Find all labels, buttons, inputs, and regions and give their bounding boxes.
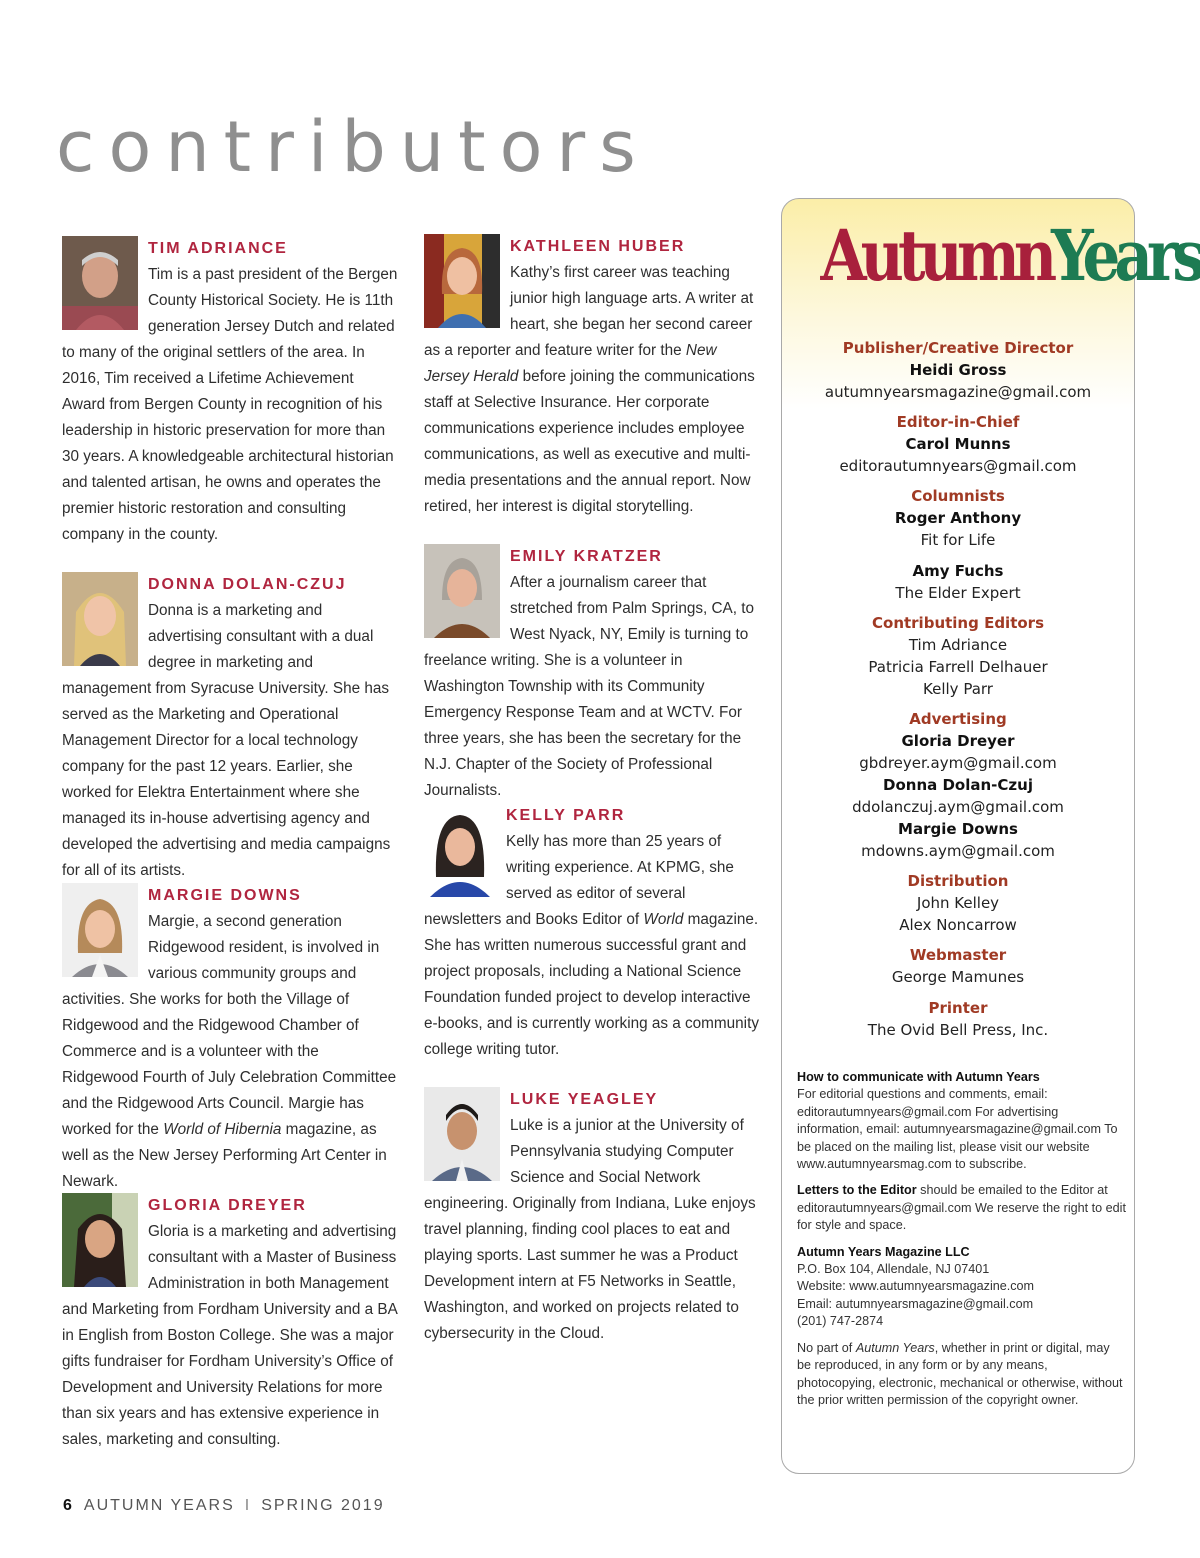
masthead-person: George Mamunes <box>891 968 1025 986</box>
how-to-communicate <box>797 1069 1127 1173</box>
contributor-kelly-parr <box>424 803 760 1063</box>
masthead-person: Amy Fuchs <box>912 562 1004 580</box>
masthead-person: Heidi Gross <box>909 361 1007 379</box>
contributor-bio: Donna is a marketing and advertising consultant with a dual degree in marketing and management from Syracuse University. She has served as the Marketing and Operational Management Director for a local technology company for the past 12 years. Earlier, she worked for Elektra Entertainment where she managed its in-house advertising agency and developed the advertising and media campaigns for all of its artists. <box>62 602 391 879</box>
masthead-person: Tim Adriance <box>908 636 1008 654</box>
masthead-person: Gloria Dreyer <box>901 732 1015 750</box>
masthead-role: Webmaster <box>909 946 1007 964</box>
contributor-name: GLORIA DREYER <box>148 1197 307 1214</box>
masthead-email: ddolanczuj.aym@gmail.com <box>852 798 1064 816</box>
masthead-person: John Kelley <box>916 894 1000 912</box>
portrait-photo <box>62 883 138 977</box>
company-address: P.O. Box 104, Allendale, NJ 07401 <box>797 1262 990 1277</box>
contributor-name: KELLY PARR <box>506 807 626 824</box>
masthead-role: Printer <box>928 999 988 1017</box>
letters-to-editor <box>797 1182 1127 1234</box>
contributor-name: EMILY KRATZER <box>510 548 663 565</box>
contributor-name: LUKE YEAGLEY <box>510 1091 659 1108</box>
contributor-name: DONNA DOLAN-CZUJ <box>148 576 347 593</box>
company-email: Email: autumnyearsmagazine@gmail.com <box>797 1296 1034 1311</box>
page-title: contributors <box>56 106 650 188</box>
portrait-photo <box>424 234 500 328</box>
portrait-photo <box>62 572 138 666</box>
masthead-email: editorautumnyears@gmail.com <box>839 457 1077 475</box>
contributor-emily-kratzer <box>424 544 760 804</box>
portrait-photo <box>424 544 500 638</box>
masthead-person: The Ovid Bell Press, Inc. <box>867 1021 1049 1039</box>
contributor-name: KATHLEEN HUBER <box>510 238 686 255</box>
masthead-column: Fit for Life <box>920 531 996 549</box>
info-heading: Autumn Years Magazine LLC <box>797 1244 970 1259</box>
contributor-bio: Margie, a second generation Ridgewood resident, is involved in various community groups and activities. She works for both the Village of Ridgewood and the Ridgewood Chamber of Commerce and is a volunteer with the Ridgewood Fourth of July Celebration Committee and the Ridgewood Arts Council. Margie has worked for the World of Hibernia magazine, as well as the New Jersey Performing Art Center in Newark. <box>62 913 397 1190</box>
masthead-person: Donna Dolan-Czuj <box>883 776 1033 794</box>
contributor-bio: Gloria is a marketing and advertising consultant with a Master of Business Administration in both Management and Marketing from Fordham University and a BA in English from Boston College. She was a major gifts fundraiser for Fordham University’s Office of Development and University Relations for more than six years and has extensive experience in sales, marketing and consulting. <box>62 1223 397 1448</box>
masthead-column: The Elder Expert <box>895 584 1021 602</box>
masthead-person: Margie Downs <box>898 820 1018 838</box>
masthead-list <box>782 337 1134 1041</box>
masthead-person: Alex Noncarrow <box>899 916 1017 934</box>
portrait-photo <box>62 1193 138 1287</box>
masthead-email: gbdreyer.aym@gmail.com <box>859 754 1057 772</box>
contributor-tim-adriance <box>62 236 398 548</box>
masthead-person: Roger Anthony <box>894 509 1022 527</box>
info-body: For editorial questions and comments, email: editorautumnyears@gmail.com For advertising information, email: autumnyearsmagazine@gmail.com To be placed on the mailing list, please visit our website www.autumnyearsmag.com to subscribe. <box>797 1087 1118 1172</box>
masthead-person: Patricia Farrell Delhauer <box>868 658 1048 676</box>
footer-separator: I <box>244 1497 252 1514</box>
contributor-bio: Tim is a past president of the Bergen County Historical Society. He is 11th generation Jersey Dutch and related to many of the original settlers of the area. In 2016, Tim received a Lifetime Achievement Award from Bergen County in recognition of his leadership in historic preservation for more than 30 years. A knowledgeable architectural historian and talented artisan, he owns and operates the premier historic restoration and consulting company in the county. <box>62 266 398 543</box>
contributor-margie-downs <box>62 883 398 1195</box>
page-footer <box>63 1497 385 1515</box>
masthead-email: autumnyearsmagazine@gmail.com <box>824 383 1092 401</box>
company-website: Website: www.autumnyearsmagazine.com <box>797 1279 1035 1294</box>
contributor-bio: Kathy’s first career was teaching junior high language arts. A writer at heart, she began her second career as a reporter and feature writer for the New Jersey Herald before joining the communications staff at Selective Insurance. Her corporate communications experience includes employee communications, as well as executive and multi-media presentations and the annual report. Now retired, her interest is digital storytelling. <box>424 264 755 515</box>
masthead-role: Columnists <box>911 487 1005 505</box>
copyright-notice: No part of Autumn Years, whether in print or digital, may be reproduced, in any form or by any means, photocopying, electronic, mechanical or otherwise, without the prior written permission of the copyright owner. <box>797 1340 1123 1407</box>
portrait-photo <box>62 236 138 330</box>
masthead-role: Advertising <box>909 710 1007 728</box>
portrait-photo <box>424 1087 500 1181</box>
contributor-luke-yeagley <box>424 1087 760 1347</box>
contact-info <box>797 1069 1127 1418</box>
masthead-sidebar <box>781 198 1200 1474</box>
contributor-name: MARGIE DOWNS <box>148 887 302 904</box>
masthead-role: Distribution <box>907 872 1009 890</box>
masthead-person: Carol Munns <box>905 435 1011 453</box>
masthead-email: mdowns.aym@gmail.com <box>861 842 1055 860</box>
contributor-bio: After a journalism career that stretched from Palm Springs, CA, to West Nyack, NY, Emily is turning to freelance writing. She is a volunteer in Washington Township with its Community Emergency Response Team and at WCTV. For three years, she has been the secretary for the N.J. Chapter of the Society of Professional Journalists. <box>424 574 754 799</box>
contributor-kathleen-huber <box>424 234 760 520</box>
company-info <box>797 1244 1127 1331</box>
masthead-person: Kelly Parr <box>923 680 993 698</box>
contributor-donna-dolan-czuj <box>62 572 398 884</box>
info-heading: Letters to the Editor <box>797 1183 917 1198</box>
contributor-bio: Kelly has more than 25 years of writing experience. At KPMG, she served as editor of several newsletters and Books Editor of World magazine. She has written numerous successful grant and project proposals, including a National Science Foundation funded project to develop interactive e-books, and is currently working as a community college writing tutor. <box>424 833 759 1058</box>
contributor-name: TIM ADRIANCE <box>148 240 288 257</box>
masthead-role: Publisher/Creative Director <box>842 339 1074 357</box>
contributor-gloria-dreyer <box>62 1193 398 1453</box>
portrait-photo <box>424 803 496 897</box>
magazine-name: AUTUMN YEARS <box>83 1497 235 1514</box>
page-number: 6 <box>63 1497 74 1514</box>
contributor-bio: Luke is a junior at the University of Pennsylvania studying Computer Science and Social Network engineering. Originally from Indiana, Luke enjoys travel planning, finding cool places to eat and playing sports. Last summer he was a Product Development intern at F5 Networks in Seattle, Washington, and worked on projects related to cybersecurity in the Cloud. <box>424 1117 756 1342</box>
info-body: should be emailed to the Editor at editorautumnyears@gmail.com We reserve the right to edit for style and space. <box>797 1183 1126 1233</box>
masthead-role: Contributing Editors <box>872 614 1044 632</box>
issue-label: SPRING 2019 <box>261 1497 385 1514</box>
info-heading: How to communicate with Autumn Years <box>797 1070 1040 1084</box>
autumn-years-logo: AutumnYears <box>820 214 1200 297</box>
masthead-role: Editor-in-Chief <box>896 413 1020 431</box>
company-phone: (201) 747-2874 <box>797 1314 884 1329</box>
